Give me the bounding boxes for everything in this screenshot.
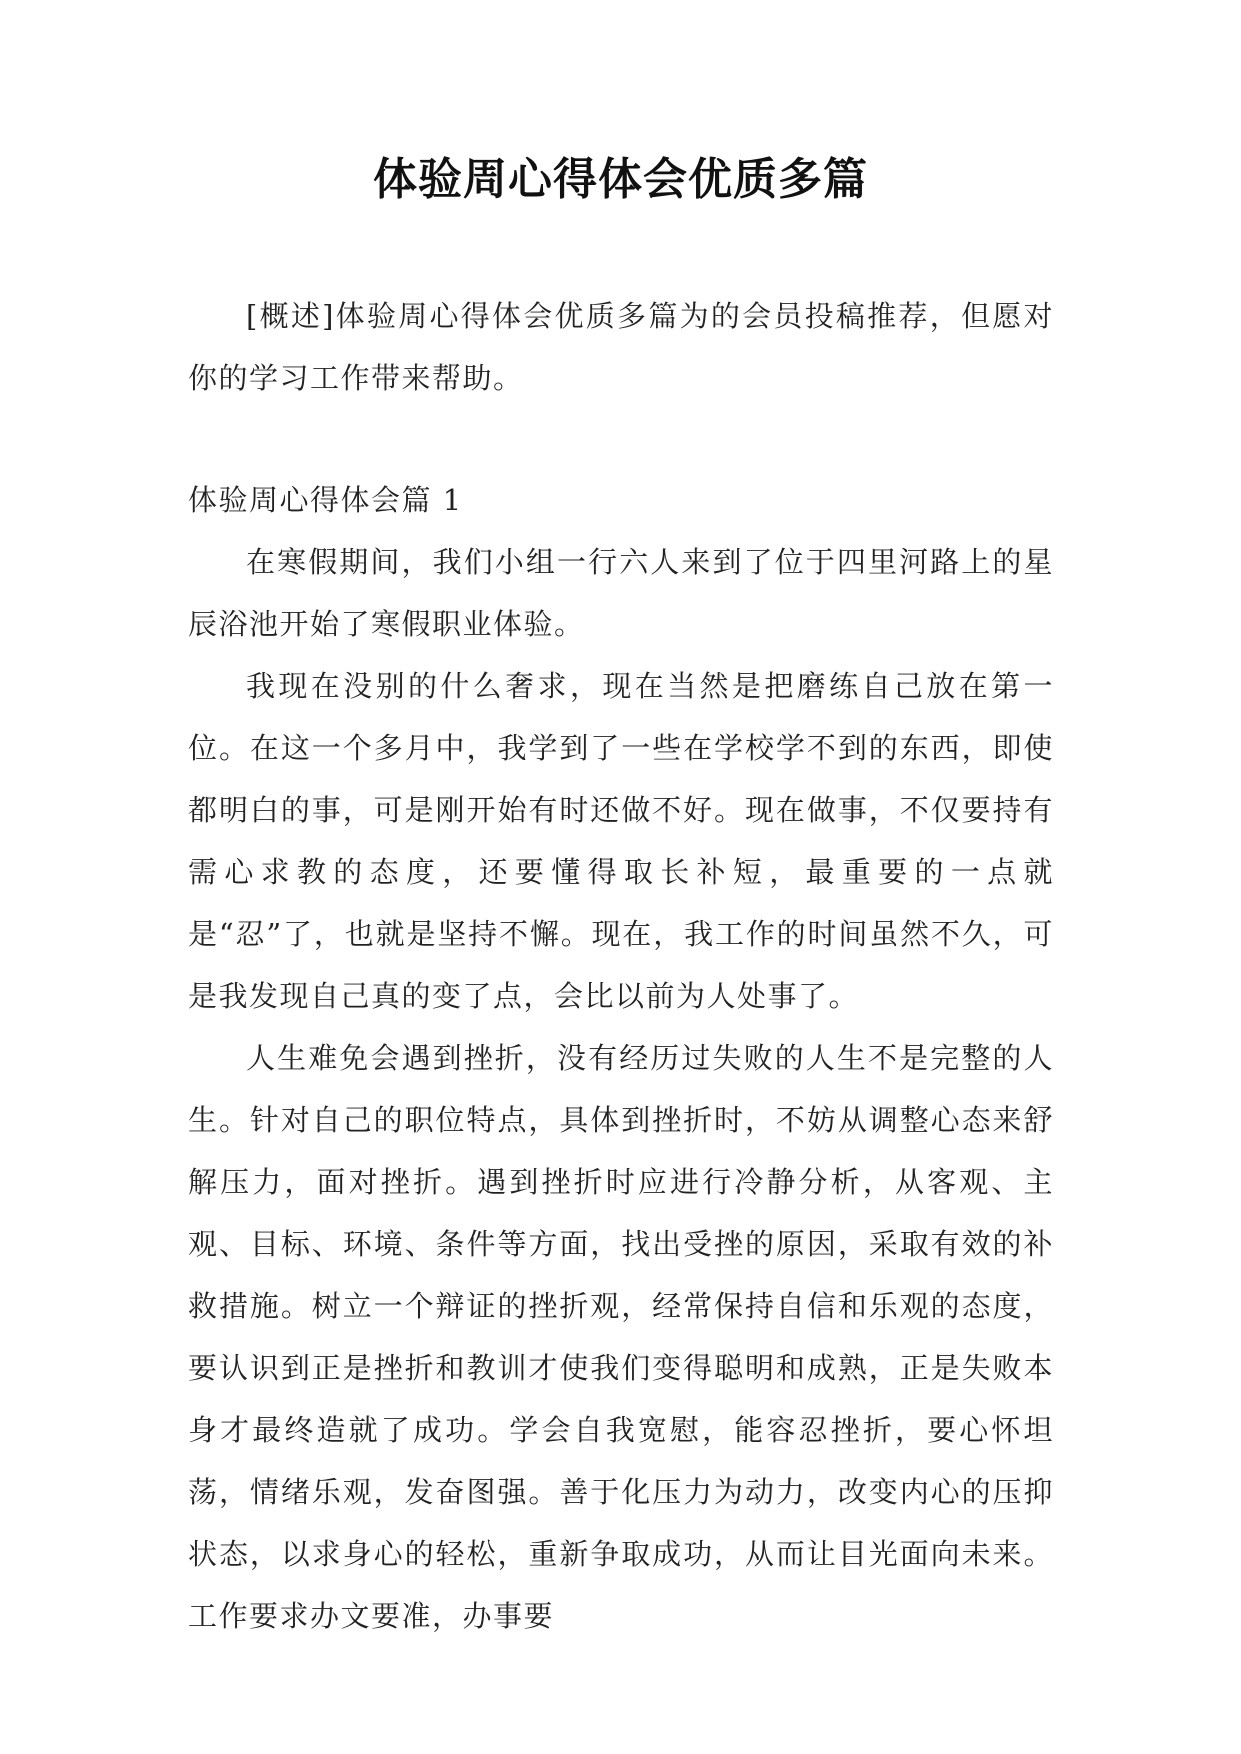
body-paragraph: 在寒假期间，我们小组一行六人来到了位于四里河路上的星辰浴池开始了寒假职业体验。 xyxy=(188,545,1054,641)
body-paragraph: 我现在没别的什么奢求，现在当然是把磨练自己放在第一位。在这一个多月中，我学到了一些在学校学不到的东西，即使都明白的事，可是刚开始有时还做不好。现在做事，不仅要持有需心求教的态度，还要懂得取长补短，最重要的一点就是“忍”了，也就是坚持不懈。现在，我工作的时间虽然不久，可是我发现自己真的变了点，会比以前为人处事了。 xyxy=(188,669,1054,1013)
summary-paragraph: [概述]体验周心得体会优质多篇为的会员投稿推荐，但愿对你的学习工作带来帮助。 xyxy=(188,299,1054,395)
section-heading: 体验周心得体会篇 1 xyxy=(188,483,463,517)
document-title: 体验周心得体会优质多篇 xyxy=(373,154,868,205)
document-body xyxy=(188,285,1054,1647)
body-paragraph: 人生难免会遇到挫折，没有经历过失败的人生不是完整的人生。针对自己的职位特点，具体到挫折时，不妨从调整心态来舒解压力，面对挫折。遇到挫折时应进行冷静分析，从客观、主观、目标、环境、条件等方面，找出受挫的原因，采取有效的补救措施。树立一个辩证的挫折观，经常保持自信和乐观的态度，要认识到正是挫折和教训才使我们变得聪明和成熟，正是失败本身才最终造就了成功。学会自我宽慰，能容忍挫折，要心怀坦荡，情绪乐观，发奋图强。善于化压力为动力，改变内心的压抑状态，以求身心的轻松，重新争取成功，从而让目光面向未来。工作要求办文要准，办事要 xyxy=(188,1041,1054,1633)
